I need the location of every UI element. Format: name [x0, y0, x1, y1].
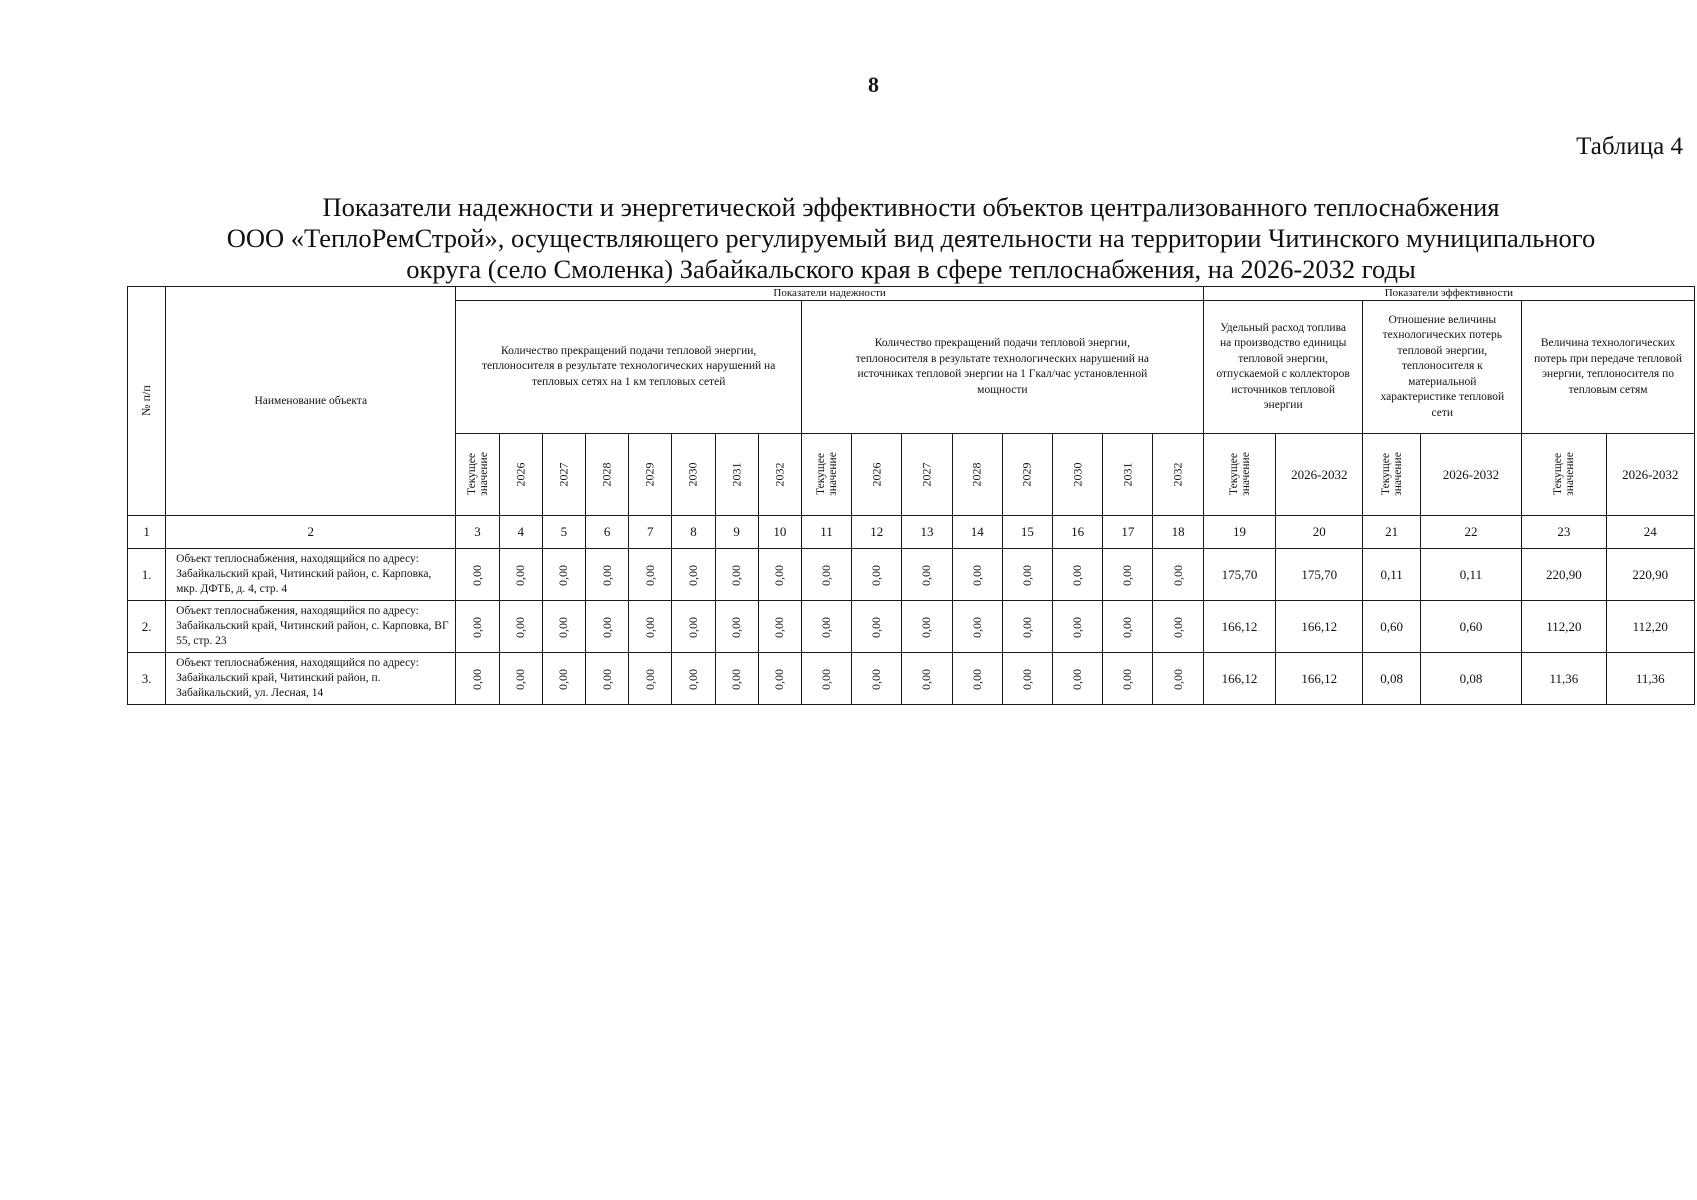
year-header: 2030 [1053, 434, 1103, 516]
column-number: 23 [1522, 516, 1606, 549]
period-header: 2026-2032 [1420, 434, 1521, 516]
period-header: 2026-2032 [1276, 434, 1363, 516]
table-row [128, 549, 1695, 601]
column-number: 8 [672, 516, 715, 549]
reliability-value: 0,00 [852, 601, 902, 653]
column-number: 7 [629, 516, 672, 549]
col-num-header: № п/п [128, 287, 166, 516]
reliability-value: 0,00 [585, 601, 628, 653]
efficiency-value: 0,08 [1363, 653, 1420, 705]
reliability-value: 0,00 [715, 653, 758, 705]
efficiency-value: 0,60 [1363, 601, 1420, 653]
table-label: Таблица 4 [1576, 133, 1683, 160]
reliability-value: 0,00 [629, 653, 672, 705]
efficiency-value: 0,60 [1420, 601, 1521, 653]
year-header: 2026 [852, 434, 902, 516]
reliability-value: 0,00 [952, 601, 1002, 653]
year-header: 2032 [1153, 434, 1203, 516]
loss-ratio-header: Отношение величины технологических потерь тепловой энергии, теплоносителя к материальной характеристике тепловой сети [1363, 301, 1522, 434]
reliability-value: 0,00 [1153, 653, 1203, 705]
object-name: Объект теплоснабжения, находящийся по адресу: Забайкальский край, Читинский район, с. Карповка, мкр. ДФТБ, д. 4, стр. 4 [166, 549, 456, 601]
efficiency-value: 112,20 [1522, 601, 1606, 653]
year-header: 2029 [1002, 434, 1052, 516]
reliability-value: 0,00 [902, 601, 952, 653]
reliability-value: 0,00 [758, 601, 801, 653]
efficiency-value: 220,90 [1606, 549, 1694, 601]
reliability-value: 0,00 [1103, 653, 1153, 705]
column-number: 14 [952, 516, 1002, 549]
table-row [128, 601, 1695, 653]
reliability-value: 0,00 [1153, 549, 1203, 601]
title-line-2: ООО «ТеплоРемСтрой», осуществляющего регулируемый вид деятельности на территории Читинского муниципального [226, 223, 1596, 253]
column-number: 10 [758, 516, 801, 549]
column-number: 17 [1103, 516, 1153, 549]
current-value-header: Текущее значение [1522, 434, 1606, 516]
column-number: 5 [542, 516, 585, 549]
reliability-value: 0,00 [1053, 549, 1103, 601]
object-name: Объект теплоснабжения, находящийся по адресу: Забайкальский край, Читинский район, с. Карповка, ВГ 55, стр. 23 [166, 601, 456, 653]
column-number: 13 [902, 516, 952, 549]
reliability-sources-header: Количество прекращений подачи тепловой энергии, теплоносителя в результате технологических нарушений на источниках тепловой энергии на 1 Гкал/час установленной мощности [801, 301, 1203, 434]
reliability-value: 0,00 [456, 653, 499, 705]
column-number: 21 [1363, 516, 1420, 549]
year-header: 2028 [585, 434, 628, 516]
reliability-value: 0,00 [499, 549, 542, 601]
current-value-header: Текущее значение [456, 434, 499, 516]
reliability-value: 0,00 [1103, 549, 1153, 601]
reliability-value: 0,00 [801, 601, 851, 653]
efficiency-value: 220,90 [1522, 549, 1606, 601]
column-number: 22 [1420, 516, 1521, 549]
efficiency-value: 0,11 [1363, 549, 1420, 601]
reliability-value: 0,00 [1002, 549, 1052, 601]
reliability-value: 0,00 [1153, 601, 1203, 653]
column-number: 11 [801, 516, 851, 549]
year-header: 2030 [672, 434, 715, 516]
column-number: 6 [585, 516, 628, 549]
efficiency-value: 166,12 [1276, 653, 1363, 705]
period-header: 2026-2032 [1606, 434, 1694, 516]
column-number: 16 [1053, 516, 1103, 549]
year-header: 2027 [902, 434, 952, 516]
column-number: 20 [1276, 516, 1363, 549]
column-number: 2 [166, 516, 456, 549]
reliability-value: 0,00 [1002, 601, 1052, 653]
reliability-value: 0,00 [801, 653, 851, 705]
column-number: 24 [1606, 516, 1694, 549]
efficiency-value: 11,36 [1606, 653, 1694, 705]
efficiency-value: 0,08 [1420, 653, 1521, 705]
column-number: 19 [1203, 516, 1275, 549]
reliability-value: 0,00 [585, 549, 628, 601]
year-header: 2027 [542, 434, 585, 516]
reliability-value: 0,00 [499, 601, 542, 653]
efficiency-value: 166,12 [1203, 601, 1275, 653]
reliability-value: 0,00 [542, 601, 585, 653]
column-number: 18 [1153, 516, 1203, 549]
reliability-networks-header: Количество прекращений подачи тепловой энергии, теплоносителя в результате технологических нарушений на тепловых сетях на 1 км тепловых сетей [456, 301, 802, 434]
reliability-value: 0,00 [1053, 653, 1103, 705]
reliability-value: 0,00 [801, 549, 851, 601]
reliability-value: 0,00 [456, 601, 499, 653]
current-value-header: Текущее значение [801, 434, 851, 516]
reliability-value: 0,00 [1053, 601, 1103, 653]
object-name: Объект теплоснабжения, находящийся по адресу: Забайкальский край, Читинский район, п. Забайкальский, ул. Лесная, 14 [166, 653, 456, 705]
reliability-value: 0,00 [672, 549, 715, 601]
year-header: 2029 [629, 434, 672, 516]
year-header: 2031 [1103, 434, 1153, 516]
efficiency-value: 11,36 [1522, 653, 1606, 705]
reliability-value: 0,00 [952, 549, 1002, 601]
efficiency-value: 166,12 [1276, 601, 1363, 653]
efficiency-value: 112,20 [1606, 601, 1694, 653]
indicators-table [127, 286, 1695, 705]
year-header: 2032 [758, 434, 801, 516]
column-number-row [128, 516, 1695, 549]
reliability-value: 0,00 [672, 601, 715, 653]
reliability-value: 0,00 [542, 653, 585, 705]
reliability-value: 0,00 [902, 653, 952, 705]
column-number: 9 [715, 516, 758, 549]
current-value-header: Текущее значение [1203, 434, 1275, 516]
reliability-value: 0,00 [715, 549, 758, 601]
page-number: 8 [868, 72, 879, 97]
reliability-value: 0,00 [902, 549, 952, 601]
reliability-value: 0,00 [1103, 601, 1153, 653]
column-number: 1 [128, 516, 166, 549]
efficiency-value: 175,70 [1276, 549, 1363, 601]
reliability-value: 0,00 [852, 549, 902, 601]
reliability-value: 0,00 [672, 653, 715, 705]
row-number: 2. [128, 601, 166, 653]
row-number: 3. [128, 653, 166, 705]
reliability-value: 0,00 [542, 549, 585, 601]
title-line-3: округа (село Смоленка) Забайкальского края в сфере теплоснабжения, на 2026-2032 годы [406, 254, 1416, 284]
reliability-value: 0,00 [852, 653, 902, 705]
group-reliability-header: Показатели надежности [456, 287, 1203, 301]
reliability-value: 0,00 [585, 653, 628, 705]
row-number: 1. [128, 549, 166, 601]
current-value-header: Текущее значение [1363, 434, 1420, 516]
network-losses-header: Величина технологических потерь при передаче тепловой энергии, теплоносителя по тепловым сетям [1522, 301, 1695, 434]
title-line-1: Показатели надежности и энергетической эффективности объектов централизованного теплоснабжения [322, 192, 1500, 222]
column-number: 4 [499, 516, 542, 549]
reliability-value: 0,00 [715, 601, 758, 653]
efficiency-value: 166,12 [1203, 653, 1275, 705]
column-number: 15 [1002, 516, 1052, 549]
reliability-value: 0,00 [499, 653, 542, 705]
fuel-consumption-header: Удельный расход топлива на производство единицы тепловой энергии, отпускаемой с коллекторов источников тепловой энергии [1203, 301, 1363, 434]
reliability-value: 0,00 [952, 653, 1002, 705]
reliability-value: 0,00 [456, 549, 499, 601]
efficiency-value: 0,11 [1420, 549, 1521, 601]
reliability-value: 0,00 [1002, 653, 1052, 705]
year-header: 2028 [952, 434, 1002, 516]
reliability-value: 0,00 [629, 601, 672, 653]
year-header: 2031 [715, 434, 758, 516]
year-header: 2026 [499, 434, 542, 516]
efficiency-value: 175,70 [1203, 549, 1275, 601]
reliability-value: 0,00 [758, 653, 801, 705]
column-number: 3 [456, 516, 499, 549]
column-number: 12 [852, 516, 902, 549]
reliability-value: 0,00 [758, 549, 801, 601]
document-title [120, 192, 1697, 285]
col-name-header: Наименование объекта [166, 287, 456, 516]
table-row [128, 653, 1695, 705]
reliability-value: 0,00 [629, 549, 672, 601]
group-efficiency-header: Показатели эффективности [1203, 287, 1694, 301]
